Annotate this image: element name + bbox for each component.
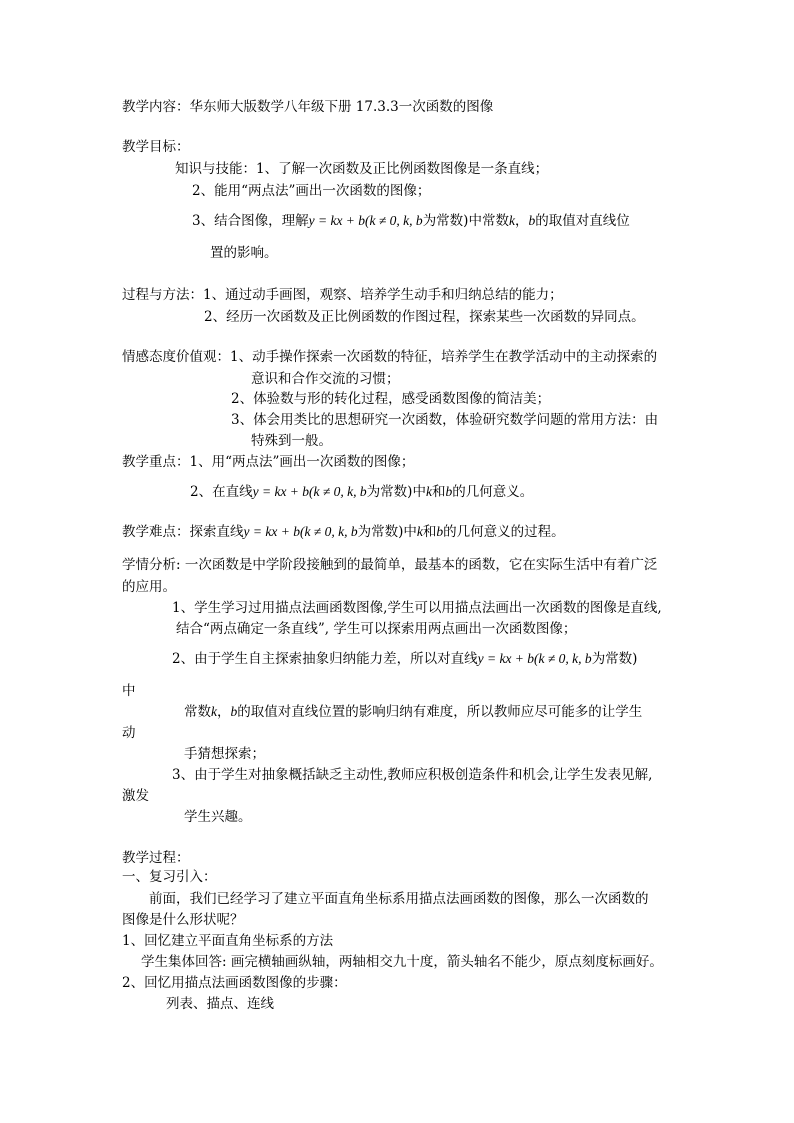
analysis-p2-wrap: 中 — [122, 683, 136, 699]
key-line-2-pre: 2、在直线 — [190, 484, 253, 500]
analysis-p3-line-1: 3、由于学生对抽象概括缺乏主动性,教师应积极创造条件和机会,让学生发表见解, — [172, 767, 653, 783]
difficulty-formula-b: b — [436, 524, 444, 539]
analysis-p1-line-1: 1、学生学习过用描点法画函数图像,学生可以用描点法画出一次函数的图像是直线, — [172, 600, 662, 616]
key-line-1: 教学重点：1、用“两点法”画出一次函数的图像； — [122, 454, 415, 470]
analysis-formula-k: k — [211, 704, 217, 719]
analysis-line-1: 学情分析: 一次函数是中学阶段接触到的最简单，最基本的函数，它在实际生活中有着广泛 — [122, 557, 658, 573]
formula-equation: y = kx + b(k ≠ 0, k, b — [308, 213, 423, 228]
key-formula-k: k — [425, 484, 432, 499]
analysis-p1-line-2: 结合“两点确定一条直线”, 学生可以探索用两点画出一次函数图像； — [176, 621, 577, 637]
review-item-1-answer: 学生集体回答: 画完横轴画纵轴，两轴相交九十度，箭头轴名不能少，原点刻度标画好。 — [141, 954, 663, 970]
difficulty-formula-note: 为常数) — [357, 524, 404, 540]
analysis-formula-equation: y = kx + b(k ≠ 0, k, b — [477, 651, 592, 666]
goals-title: 教学目标： — [122, 139, 190, 155]
key-line-2-post: 的几何意义。 — [452, 484, 534, 500]
review-item-1: 1、回忆建立平面直角坐标系的方法 — [122, 933, 334, 949]
knowledge-line-3-post: 中常数 — [468, 213, 509, 229]
emotion-line-3: 2、体验数与形的转化过程，感受函数图像的简洁美； — [231, 391, 551, 407]
key-formula-note: 为常数) — [366, 484, 413, 500]
process-line-2: 2、经历一次函数及正比例函数的作图过程，探索某些一次函数的异同点。 — [204, 309, 645, 325]
knowledge-line-3: 3、结合图像，理解y = kx + b(k ≠ 0, k, b为常数)中常数k，b的取值对直线位 — [192, 213, 630, 229]
analysis-p2-line-1 — [172, 650, 637, 668]
knowledge-line-3-pre: 3、结合图像，理解 — [192, 213, 309, 229]
key-line-2-mid: 中 — [412, 484, 426, 500]
analysis-p2-line-2: 常数k，b的取值对直线位置的影响归纳有难度，所以教师应尽可能多的让学生 — [184, 704, 643, 720]
analysis-p3-line-2: 学生兴趣。 — [184, 809, 252, 825]
emotion-line-4: 3、体会用类比的思想研究一次函数，体验研究数学问题的常用方法：由 — [231, 412, 659, 428]
difficulty-pre: 教学难点：探索直线 — [122, 524, 244, 540]
knowledge-line-2: 2、能用“两点法”画出一次函数的图像； — [192, 183, 431, 199]
analysis-formula-note: 为常数) — [591, 651, 638, 667]
knowledge-line-1: 知识与技能：1、了解一次函数及正比例函数图像是一条直线； — [175, 161, 549, 177]
key-formula-b: b — [445, 484, 453, 499]
formula-note: 为常数) — [422, 213, 469, 229]
difficulty-post: 的几何意义的过程。 — [443, 524, 565, 540]
knowledge-line-4: 置的影响。 — [210, 245, 278, 261]
analysis-p2-wrap-2: 动 — [122, 725, 136, 741]
review-item-2-answer: 列表、描点、连线 — [166, 996, 274, 1012]
difficulty-formula-k: k — [416, 524, 423, 539]
analysis-p2-pre: 2、由于学生自主探索抽象归纳能力差，所以对直线 — [172, 651, 478, 667]
analysis-p2-l2-post: 的取值对直线位置的影响归纳有难度，所以教师应尽可能多的让学生 — [237, 704, 643, 720]
formula-k: k — [508, 213, 515, 228]
intro-line-2: 图像是什么形状呢？ — [122, 912, 244, 928]
key-line-2 — [190, 483, 533, 501]
lesson-content: 教学内容：华东师大版数学八年级下册 17.3.3一次函数的图像 — [122, 99, 494, 115]
intro-line-1: 前面，我们已经学习了建立平面直角坐标系用描点法画函数的图像，那么一次函数的 — [149, 891, 649, 907]
emotion-line-1: 情感态度价值观：1、动手操作探索一次函数的特征，培养学生在教学活动中的主动探索的 — [122, 349, 658, 365]
knowledge-line-3-b: 的取值对直线位 — [535, 213, 630, 229]
difficulty-mid: 中 — [403, 524, 417, 540]
review-heading: 一、复习引入： — [122, 869, 217, 885]
formula-b: b — [528, 213, 536, 228]
key-line-2-and: 和 — [431, 484, 446, 500]
analysis-p2-l2-pre: 常数 — [184, 704, 211, 720]
key-formula-equation: y = kx + b(k ≠ 0, k, b — [252, 484, 367, 499]
emotion-line-5: 特殊到一般。 — [251, 433, 332, 449]
analysis-formula-b: b — [230, 704, 238, 719]
review-item-2: 2、回忆用描点法画函数图像的步骤： — [122, 975, 347, 991]
emotion-line-2: 意识和合作交流的习惯； — [251, 371, 400, 387]
process-line-1: 过程与方法：1、通过动手画图，观察、培养学生动手和归纳总结的能力； — [122, 287, 563, 303]
process-title: 教学过程： — [122, 850, 190, 866]
difficulty-formula-equation: y = kx + b(k ≠ 0, k, b — [243, 524, 358, 539]
analysis-p2-line-3: 手猜想探索； — [184, 746, 265, 762]
analysis-line-2: 的应用。 — [122, 579, 176, 595]
difficulty-line — [122, 523, 565, 541]
analysis-p3-wrap: 激发 — [122, 788, 149, 804]
difficulty-and: 和 — [422, 524, 437, 540]
